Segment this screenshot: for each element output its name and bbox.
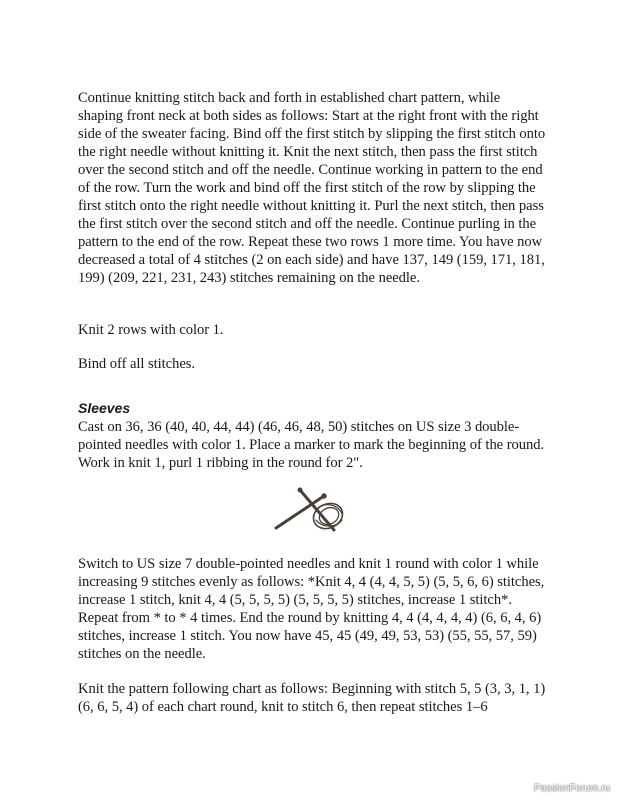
knitting-needles-yarn-icon (272, 486, 352, 534)
paragraph-sleeves-cast-on: Cast on 36, 36 (40, 40, 44, 44) (46, 46, 48, 50) stitches on US size 3 double-pointed needles with color 1. Place a marker to mark the beginning of the round. Work in knit 1, purl 1 ribbing in the round for 2". (78, 419, 545, 471)
paragraph-neck-shaping: Continue knitting stitch back and forth in established chart pattern, while shaping front neck at both sides as follows: Start at the right front with the right side of the sweater facing. Bind off the first stitch by slipping the first stitch onto the right needle without knitting it. Knit the next stitch, then pass the first stitch over the second stitch and off the needle. Continue working in pattern to the end of the row. Turn the work and bind off the first stitch of the row by slipping the first stitch onto the right needle without knitting it. Purl the next stitch, then pass the first stitch over the second stitch and off the needle. Continue purling in the pattern to the end of the row. Repeat these two rows 1 more time. You have now decreased a total of 4 stitches (2 on each side) and have 137, 149 (159, 171, 181, 199) (209, 221, 231, 243) stitches remaining on the needle. (78, 90, 546, 286)
paragraph-sleeves-switch-needles: Switch to US size 7 double-pointed needles and knit 1 round with color 1 while increasing 9 stitches evenly as follows: *Knit 4, 4 (4, 4, 5, 5) (5, 5, 6, 6) stitches, increase 1 stitch, knit 4, 4 (5, 5, 5, 5) (5, 5, 5, 5) stitches, increase 1 stitch*. Repeat from * to * 4 times. End the round by knitting 4, 4 (4, 4, 4, 4) (6, 6, 4, 6) stitches, increase 1 stitch. You now have 45, 45 (49, 49, 53, 53) (55, 55, 57, 59) stitches on the needle. (78, 556, 545, 662)
paragraph-sleeves-chart-pattern: Knit the pattern following chart as follows: Beginning with stitch 5, 5 (3, 3, 1, 1) (6, 6, 5, 4) of each chart round, knit to stitch 6, then repeat stitches 1–6 (78, 681, 546, 715)
watermark: PassionForum.ru (533, 783, 610, 794)
paragraph-knit-rows: Knit 2 rows with color 1. (78, 322, 224, 338)
section-heading-sleeves: Sleeves (78, 400, 131, 416)
paragraph-bind-off: Bind off all stitches. (78, 356, 195, 372)
